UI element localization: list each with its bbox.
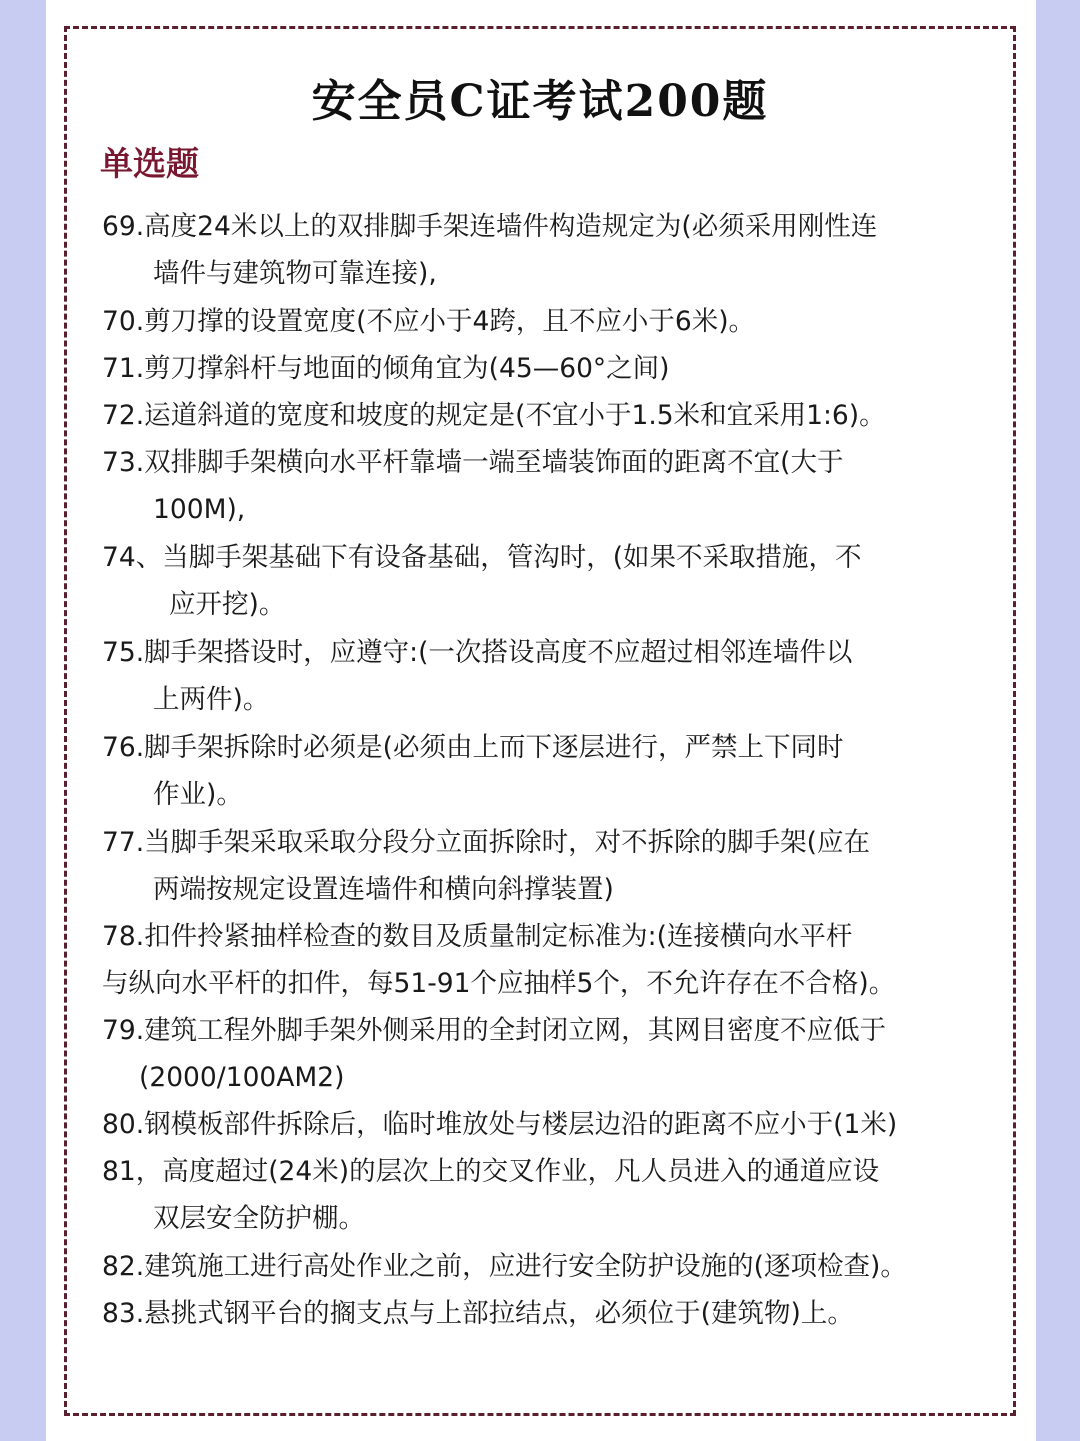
question-line: 79.建筑工程外脚手架外侧采用的全封闭立网，其网目密度不应低于 xyxy=(102,1015,887,1046)
question-line: 73.双排脚手架横向水平杆靠墙一端至墙装饰面的距离不宜(大于 xyxy=(102,447,844,478)
question-line: 78.扣件拎紧抽样检查的数目及质量制定标准为:(连接横向水平杆 xyxy=(102,921,853,952)
question-76 xyxy=(102,724,1017,818)
right-side-band xyxy=(1036,0,1080,1441)
question-line: 77.当脚手架采取采取分段分立面拆除时，对不拆除的脚手架(应在 xyxy=(102,827,870,858)
question-line: 74、当脚手架基础下有设备基础，管沟时，(如果不采取措施，不 xyxy=(102,542,862,573)
question-line-continued: (2000/100AM2) xyxy=(139,1062,345,1093)
question-line: 75.脚手架搭设时，应遵守:(一次搭设高度不应超过相邻连墙件以 xyxy=(102,637,853,668)
question-78 xyxy=(102,913,1017,1007)
question-82 xyxy=(102,1243,1017,1290)
question-line: 71.剪刀撑斜杆与地面的倾角宜为(45—60°之间) xyxy=(102,353,670,384)
question-line: 70.剪刀撑的设置宽度(不应小于4跨，且不应小于6米)。 xyxy=(102,306,756,337)
question-line-continued: 与纵向水平杆的扣件，每51-91个应抽样5个，不允许存在不合格)。 xyxy=(102,968,896,999)
question-line-continued: 双层安全防护棚。 xyxy=(153,1203,365,1234)
question-line-continued: 上两件)。 xyxy=(153,684,270,715)
question-line-continued: 墙件与建筑物可靠连接), xyxy=(153,258,437,289)
question-line-continued: 应开挖)。 xyxy=(169,589,286,620)
question-75 xyxy=(102,629,1017,723)
question-line-continued: 100M), xyxy=(153,494,246,525)
question-line: 81，高度超过(24米)的层次上的交叉作业，凡人员进入的通道应设 xyxy=(102,1156,880,1187)
question-83 xyxy=(102,1290,1017,1337)
question-line: 82.建筑施工进行高处作业之前，应进行安全防护设施的(逐项检查)。 xyxy=(102,1251,907,1282)
question-80 xyxy=(102,1101,1017,1148)
question-line: 69.高度24米以上的双排脚手架连墙件构造规定为(必须采用刚性连 xyxy=(102,211,878,242)
question-line-continued: 两端按规定设置连墙件和横向斜撑装置) xyxy=(153,874,614,905)
question-69 xyxy=(102,203,1017,297)
section-title: 单选题 xyxy=(100,144,199,183)
question-72 xyxy=(102,392,1017,439)
question-line: 80.钢模板部件拆除后，临时堆放处与楼层边沿的距离不应小于(1米) xyxy=(102,1109,898,1140)
page-title: 安全员C证考试200题 xyxy=(311,76,769,127)
question-79 xyxy=(102,1007,1017,1101)
question-73 xyxy=(102,439,1017,533)
question-74 xyxy=(102,534,1017,628)
question-71 xyxy=(102,345,1017,392)
question-70 xyxy=(102,298,1017,345)
question-line: 83.悬挑式钢平台的搁支点与上部拉结点，必须位于(建筑物)上。 xyxy=(102,1298,854,1329)
question-81 xyxy=(102,1148,1017,1242)
left-side-band xyxy=(0,0,46,1441)
question-line-continued: 作业)。 xyxy=(153,779,243,810)
question-line: 72.运道斜道的宽度和坡度的规定是(不宜小于1.5米和宜采用1:6)。 xyxy=(102,400,886,431)
question-line: 76.脚手架拆除时必须是(必须由上而下逐层进行，严禁上下同时 xyxy=(102,732,844,763)
question-77 xyxy=(102,819,1017,913)
